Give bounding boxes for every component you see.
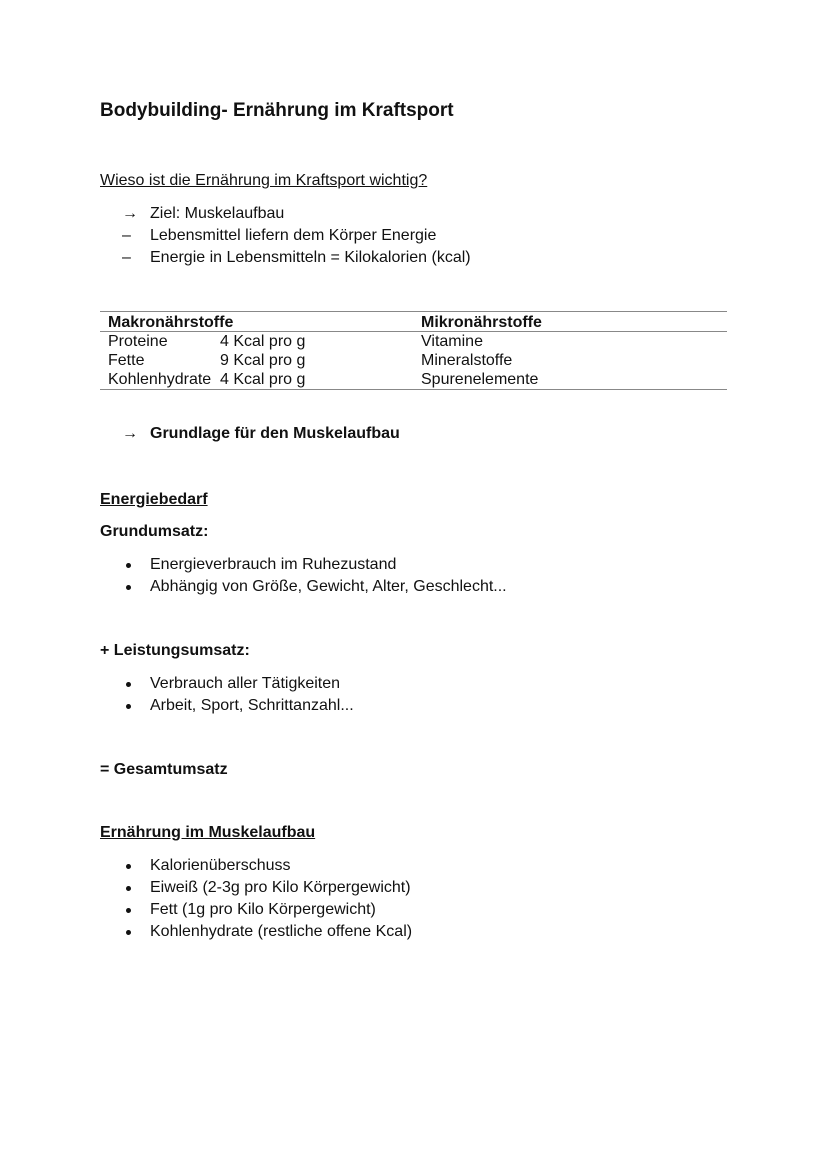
nutrition-item-text: Kalorienüberschuss (150, 857, 291, 874)
leistungsumsatz-item-text: Arbeit, Sport, Schrittanzahl... (150, 697, 354, 714)
basis-note-text: Grundlage für den Muskelaufbau (150, 425, 400, 442)
document-title: Bodybuilding- Ernährung im Kraftsport (100, 100, 454, 121)
grundumsatz-item-text: Abhängig von Größe, Gewicht, Alter, Geschlecht... (150, 578, 507, 595)
table-top-rule (100, 311, 727, 312)
energy-heading: Energiebedarf (100, 491, 208, 508)
table-cell-value: 9 Kcal pro g (220, 352, 306, 369)
gesamtumsatz-label: = Gesamtumsatz (100, 761, 228, 778)
table-cell-micro: Spurenelemente (421, 371, 539, 388)
arrow-right-icon: → (122, 425, 138, 442)
nutrition-heading: Ernährung im Muskelaufbau (100, 824, 316, 841)
table-header-rule (100, 331, 727, 332)
table-cell-value: 4 Kcal pro g (220, 333, 306, 350)
table-header-macro: Makronährstoffe (108, 314, 234, 331)
arrow-right-icon: → (122, 205, 138, 222)
grundumsatz-item-text: Energieverbrauch im Ruhezustand (150, 556, 397, 573)
intro-item-text: Energie in Lebensmitteln = Kilokalorien (kcal) (150, 249, 471, 266)
grundumsatz-label: Grundumsatz: (100, 523, 209, 540)
table-cell-macro: Fette (108, 352, 145, 369)
leistungsumsatz-label: + Leistungsumsatz: (100, 642, 250, 659)
nutrition-item-text: Kohlenhydrate (restliche offene Kcal) (150, 923, 413, 940)
table-cell-micro: Vitamine (421, 333, 483, 350)
table-cell-macro: Proteine (108, 333, 168, 350)
table-cell-micro: Mineralstoffe (421, 352, 513, 369)
intro-item-text: Ziel: Muskelaufbau (150, 205, 285, 222)
leistungsumsatz-item-text: Verbrauch aller Tätigkeiten (150, 675, 341, 692)
dash-icon: – (122, 227, 131, 244)
nutrition-item-text: Fett (1g pro Kilo Körpergewicht) (150, 901, 376, 918)
table-bottom-rule (100, 389, 727, 390)
table-cell-value: 4 Kcal pro g (220, 371, 306, 388)
nutrition-item-text: Eiweiß (2-3g pro Kilo Körpergewicht) (150, 879, 411, 896)
intro-item-text: Lebensmittel liefern dem Körper Energie (150, 227, 437, 244)
table-cell-macro: Kohlenhydrate (108, 371, 212, 388)
table-header-micro: Mikronährstoffe (421, 314, 542, 331)
question-heading: Wieso ist die Ernährung im Kraftsport wichtig? (100, 172, 428, 189)
dash-icon: – (122, 249, 131, 266)
